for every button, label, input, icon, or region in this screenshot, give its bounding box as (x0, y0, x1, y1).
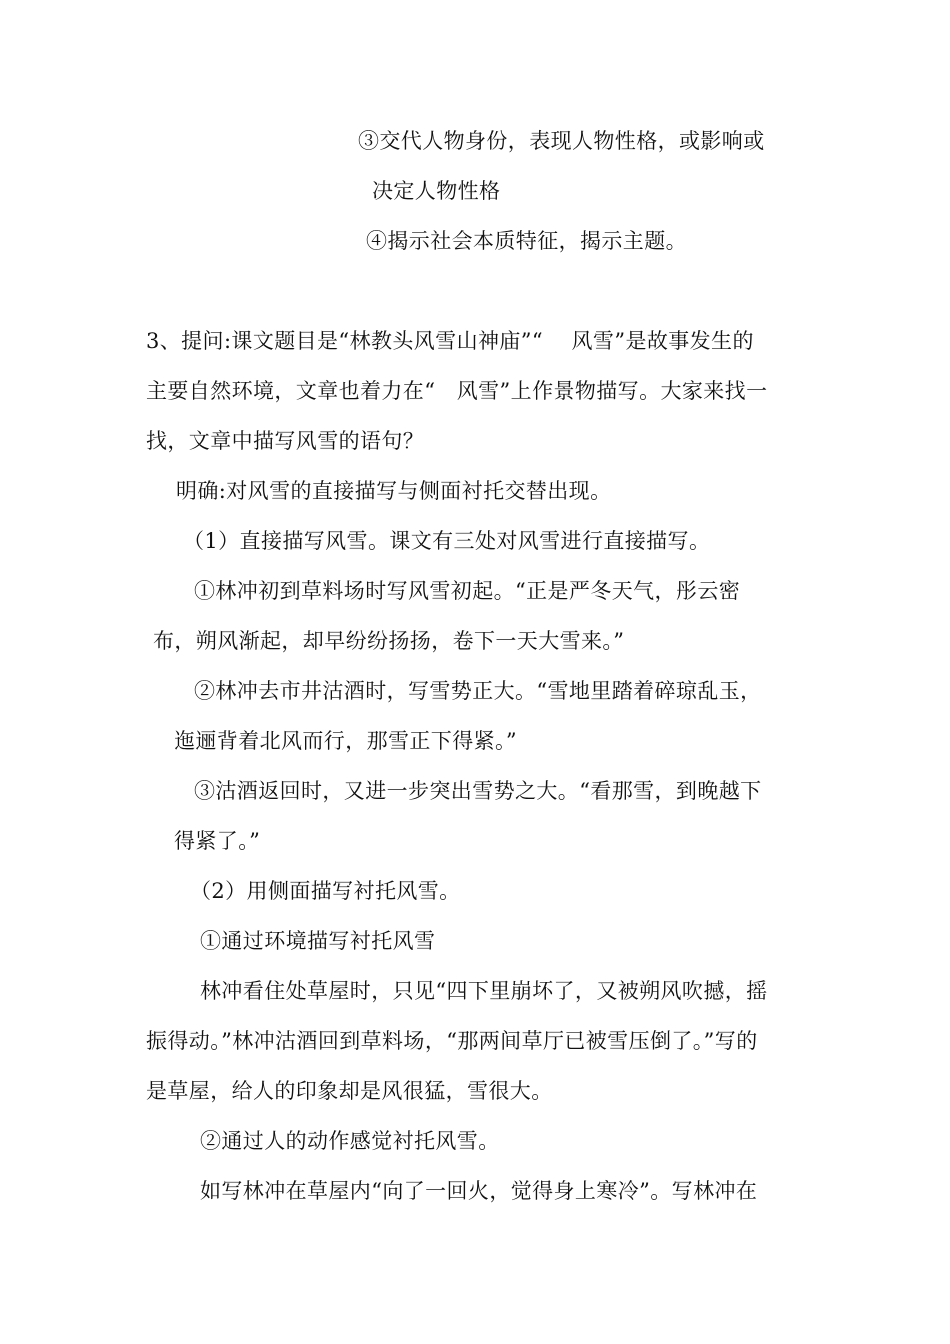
text-line-9: ①林冲初到草料场时写风雪初起。“正是严冬天气，彤云密 (194, 579, 741, 603)
text-line-8: （1）直接描写风雪。课文有三处对风雪进行直接描写。 (183, 529, 711, 553)
text-line-14: 得紧了。” (174, 829, 261, 853)
text-line-20: ②通过人的动作感觉衬托风雪。 (200, 1129, 500, 1153)
text-line-16: ①通过环境描写衬托风雪 (200, 929, 436, 953)
text-line-12: 迤逦背着北风而行，那雪正下得紧。” (174, 729, 518, 753)
text-line-2: 决定人物性格 (372, 179, 501, 203)
text-line-4: 3、提问:课文题目是“林教头风雪山神庙”“ 风雪”是故事发生的 (146, 329, 754, 353)
text-line-7: 明确:对风雪的直接描写与侧面衬托交替出现。 (176, 479, 612, 503)
text-line-1: ③交代人物身份，表现人物性格，或影响或 (358, 129, 765, 153)
text-line-18: 振得动。”林冲沽酒回到草料场，“那两间草厅已被雪压倒了。”写的 (146, 1029, 758, 1053)
text-line-21: 如写林冲在草屋内“向了一回火，觉得身上寒冷”。写林冲在 (200, 1179, 758, 1203)
text-line-10: 布，朔风渐起，却早纷纷扬扬，卷下一天大雪来。” (153, 629, 625, 653)
text-line-19: 是草屋，给人的印象却是风很猛，雪很大。 (146, 1079, 553, 1103)
text-line-6: 找，文章中描写风雪的语句？ (146, 429, 425, 453)
text-line-5: 主要自然环境，文章也着力在“ 风雪”上作景物描写。大家来找一 (146, 379, 768, 403)
text-line-17: 林冲看住处草屋时，只见“四下里崩坏了，又被朔风吹撼，摇 (200, 979, 768, 1003)
text-line-13: ③沽酒返回时，又进一步突出雪势之大。“看那雪，到晚越下 (194, 779, 762, 803)
text-line-11: ②林冲去市井沽酒时，写雪势正大。“雪地里踏着碎琼乱玉， (194, 679, 762, 703)
text-line-15: （2）用侧面描写衬托风雪。 (190, 879, 461, 903)
text-line-3: ④揭示社会本质特征，揭示主题。 (366, 229, 687, 253)
